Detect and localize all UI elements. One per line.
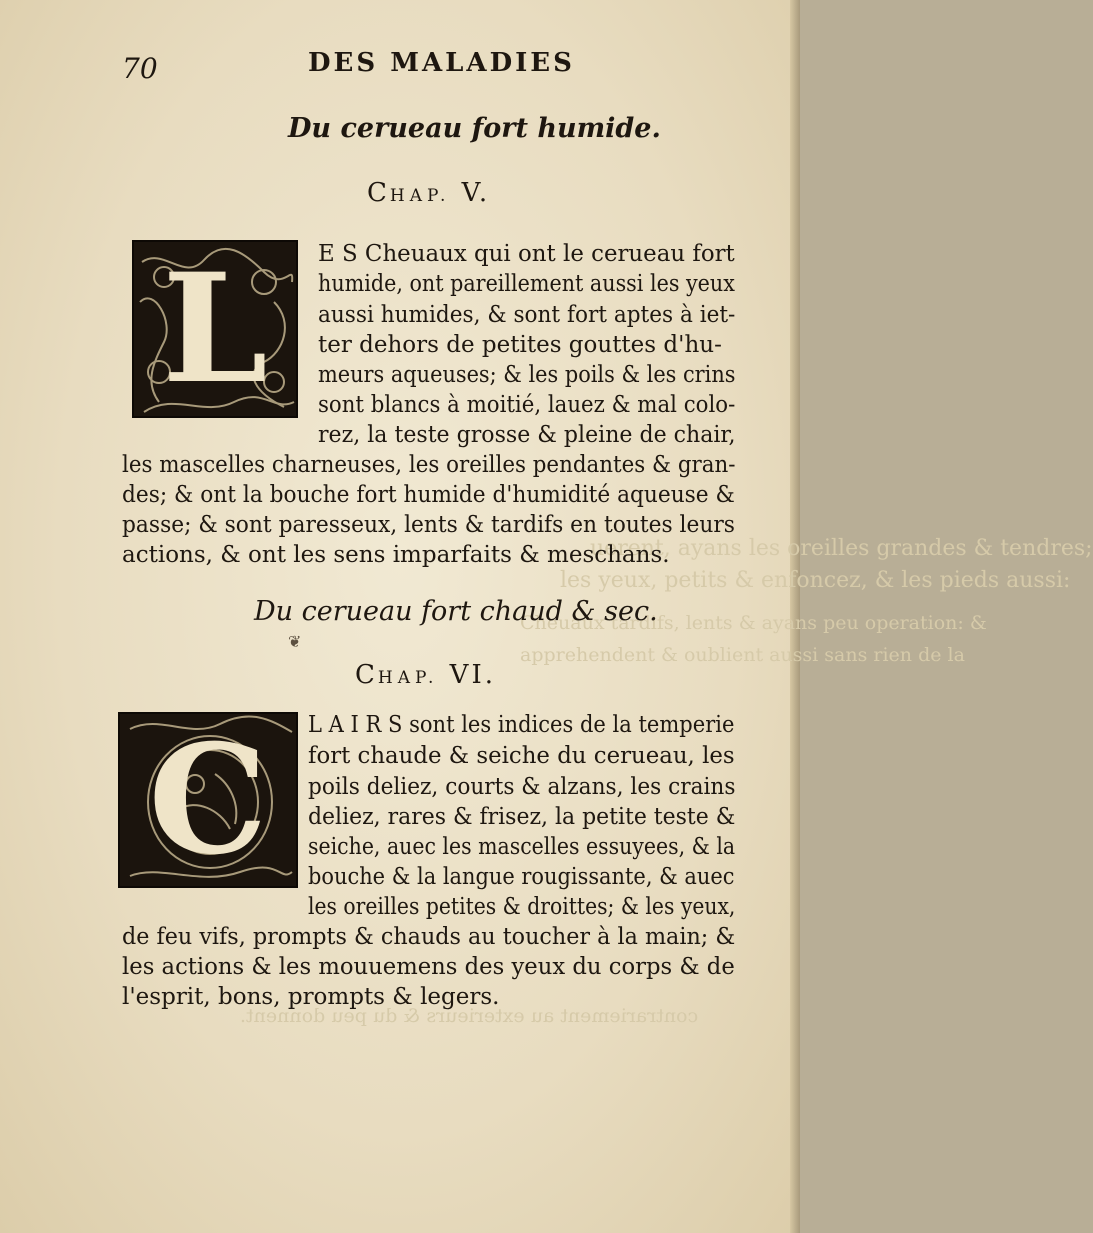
text-line: l'esprit, bons, prompts & legers. bbox=[122, 984, 500, 1010]
chapter-number: VI. bbox=[449, 660, 496, 690]
show-through-line: les yeux, petits & enfoncez, & les pieds aussi: bbox=[560, 568, 1071, 593]
text-line: fort chaude & seiche du cerueau, les bbox=[308, 743, 735, 769]
drop-cap-letter: C bbox=[148, 712, 268, 888]
show-through-line: contrariement au exterieurs & du peu donnent. bbox=[240, 1005, 699, 1027]
text-line: poils deliez, courts & alzans, les crains bbox=[308, 774, 736, 800]
chapter-number: V. bbox=[461, 178, 491, 208]
decorated-initial bbox=[132, 240, 298, 418]
text-line: les actions & les mouuemens des yeux du corps & de bbox=[122, 954, 735, 980]
text-line: L A I R S sont les indices de la temperie bbox=[308, 712, 735, 738]
text-line: des; & ont la bouche fort humide d'humidité aqueuse & bbox=[122, 482, 735, 508]
running-head: DES MALADIES bbox=[308, 48, 575, 78]
text-line: aussi humides, & sont fort aptes à iet- bbox=[318, 302, 736, 328]
text-line: de feu vifs, prompts & chauds au toucher à la main; & bbox=[122, 924, 736, 950]
chapter-label-initial: C bbox=[355, 660, 378, 690]
chapter-heading bbox=[355, 660, 496, 690]
text-line: sont blancs à moitié, lauez & mal colo- bbox=[318, 392, 736, 418]
section-title: Du cerueau fort chaud & sec. bbox=[254, 596, 658, 627]
show-through-line: apprehendent & oublient aussi sans rien de la bbox=[520, 644, 965, 666]
text-line: seiche, auec les mascelles essuyees, & la bbox=[308, 834, 736, 860]
decorated-initial bbox=[118, 712, 298, 888]
drop-cap-letter: L bbox=[162, 241, 268, 417]
chapter-heading bbox=[367, 178, 490, 208]
section-title: Du cerueau fort humide. bbox=[288, 113, 661, 144]
show-through-line: uerent, ayans les oreilles grandes & tendres; bbox=[590, 536, 1093, 561]
text-line: E S Cheuaux qui ont le cerueau fort bbox=[318, 241, 735, 267]
text-line: les mascelles charneuses, les oreilles pendantes & gran- bbox=[122, 452, 736, 478]
text-line: humide, ont pareillement aussi les yeux bbox=[318, 271, 735, 297]
text-line: rez, la teste grosse & pleine de chair, bbox=[318, 422, 736, 448]
page-number: 70 bbox=[122, 52, 158, 85]
text-line: les oreilles petites & droittes; & les yeux, bbox=[308, 894, 736, 920]
text-line: actions, & ont les sens imparfaits & meschans. bbox=[122, 542, 670, 568]
chapter-label-rest: HAP. bbox=[389, 186, 451, 206]
text-line: passe; & sont paresseux, lents & tardifs en toutes leurs bbox=[122, 512, 735, 538]
chapter-label-initial: C bbox=[367, 178, 390, 208]
show-through-line: Cheuaux tardifs, lents & ayans peu operation: & bbox=[520, 612, 987, 634]
printer-flourish-icon: ❦ bbox=[288, 632, 302, 651]
text-line: meurs aqueuses; & les poils & les crins bbox=[318, 362, 736, 388]
text-line: bouche & la langue rougissante, & auec bbox=[308, 864, 735, 890]
chapter-label-rest: HAP. bbox=[377, 668, 439, 688]
text-line: ter dehors de petites gouttes d'hu- bbox=[318, 332, 722, 358]
text-line: deliez, rares & frisez, la petite teste & bbox=[308, 804, 736, 830]
